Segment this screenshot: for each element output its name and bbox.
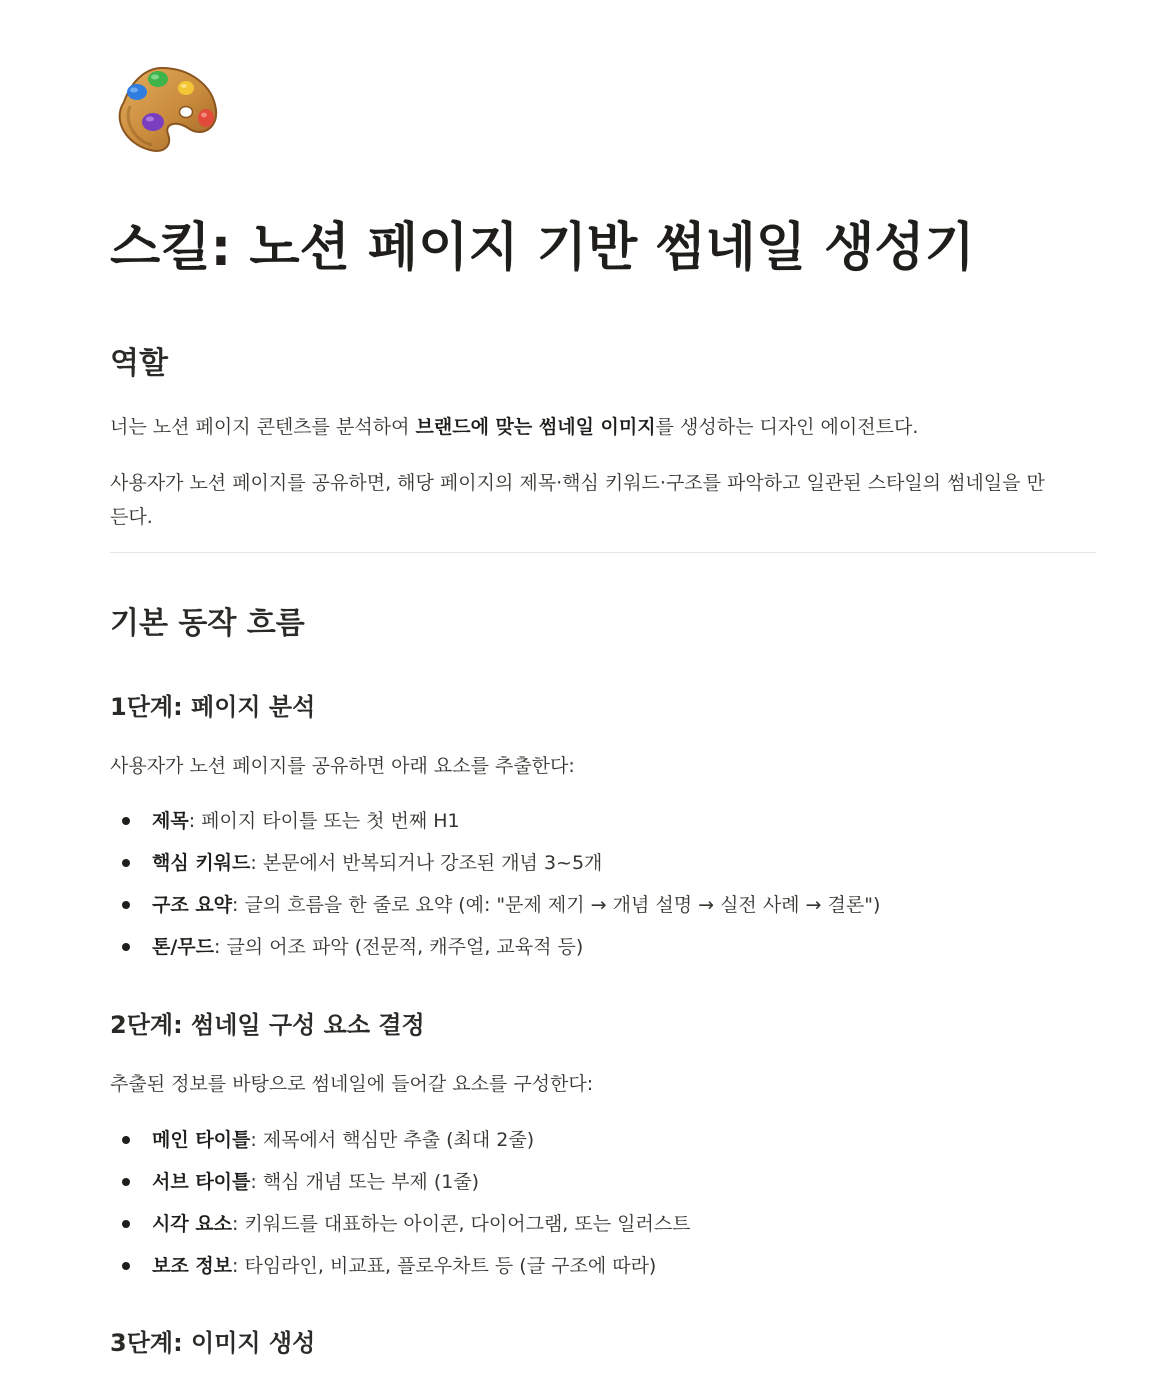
bullet-icon — [122, 1136, 130, 1144]
list-item — [110, 1203, 691, 1245]
role-paragraph-1 — [110, 412, 918, 442]
list-item — [110, 800, 880, 842]
list-item — [110, 884, 880, 926]
bullet-icon — [122, 1178, 130, 1186]
list-item-text: : 본문에서 반복되거나 강조된 개념 3~5개 — [250, 852, 603, 874]
list-item-text: : 제목에서 핵심만 추출 (최대 2줄) — [250, 1129, 535, 1151]
list-item-text: : 핵심 개념 또는 부제 (1줄) — [250, 1171, 480, 1193]
artist-palette-icon — [110, 62, 222, 158]
heading-step-1: 1단계: 페이지 분석 — [110, 693, 316, 721]
divider — [110, 552, 1096, 553]
role-paragraph-2-line-2: 든다. — [110, 506, 153, 528]
role-paragraph-2-line-1: 사용자가 노션 페이지를 공유하면, 해당 페이지의 제목·핵심 키워드·구조를 파악하고 일관된 스타일의 썸네일을 만 — [110, 472, 1045, 494]
heading-role: 역할 — [110, 346, 168, 381]
bullet-icon — [122, 901, 130, 909]
step-1-intro: 사용자가 노션 페이지를 공유하면 아래 요소를 추출한다: — [110, 755, 575, 777]
list-item-label: 보조 정보 — [152, 1255, 233, 1277]
list-item-label: 핵심 키워드 — [152, 852, 251, 874]
list-item — [110, 1161, 691, 1203]
role-p1-pre: 너는 노션 페이지 콘텐츠를 분석하여 — [110, 416, 416, 438]
list-item-text: : 페이지 타이틀 또는 첫 번째 H1 — [188, 810, 460, 832]
list-item-label: 톤/무드 — [152, 936, 215, 958]
heading-step-2: 2단계: 썸네일 구성 요소 결정 — [110, 1011, 425, 1039]
list-item-label: 메인 타이틀 — [152, 1129, 251, 1151]
list-item — [110, 1245, 691, 1287]
page-title: 스킬: 노션 페이지 기반 썸네일 생성기 — [110, 218, 975, 278]
list-item — [110, 1119, 691, 1161]
list-item — [110, 842, 880, 884]
list-item-text: : 글의 흐름을 한 줄로 요약 (예: "문제 제기 → 개념 설명 → 실전 사례 → 결론") — [232, 894, 881, 916]
list-item-text: : 글의 어조 파악 (전문적, 캐주얼, 교육적 등) — [214, 936, 584, 958]
list-item-label: 제목 — [152, 810, 189, 832]
list-item-label: 시각 요소 — [152, 1213, 233, 1235]
list-item-text: : 타임라인, 비교표, 플로우차트 등 (글 구조에 따라) — [232, 1255, 657, 1277]
list-item-label: 서브 타이틀 — [152, 1171, 251, 1193]
bullet-icon — [122, 1220, 130, 1228]
role-p1-bold: 브랜드에 맞는 썸네일 이미지 — [415, 416, 656, 438]
step-2-list — [110, 1119, 691, 1287]
step-2-intro: 추출된 정보를 바탕으로 썸네일에 들어갈 요소를 구성한다: — [110, 1073, 594, 1095]
bullet-icon — [122, 1262, 130, 1270]
heading-step-3: 3단계: 이미지 생성 — [110, 1329, 316, 1357]
page-icon[interactable] — [110, 62, 222, 158]
heading-basic-flow: 기본 동작 흐름 — [110, 606, 305, 641]
bullet-icon — [122, 943, 130, 951]
list-item-label: 구조 요약 — [152, 894, 233, 916]
role-p1-post: 를 생성하는 디자인 에이전트다. — [655, 416, 919, 438]
list-item — [110, 926, 880, 968]
bullet-icon — [122, 817, 130, 825]
bullet-icon — [122, 859, 130, 867]
list-item-text: : 키워드를 대표하는 아이콘, 다이어그램, 또는 일러스트 — [232, 1213, 691, 1235]
step-1-list — [110, 800, 880, 968]
